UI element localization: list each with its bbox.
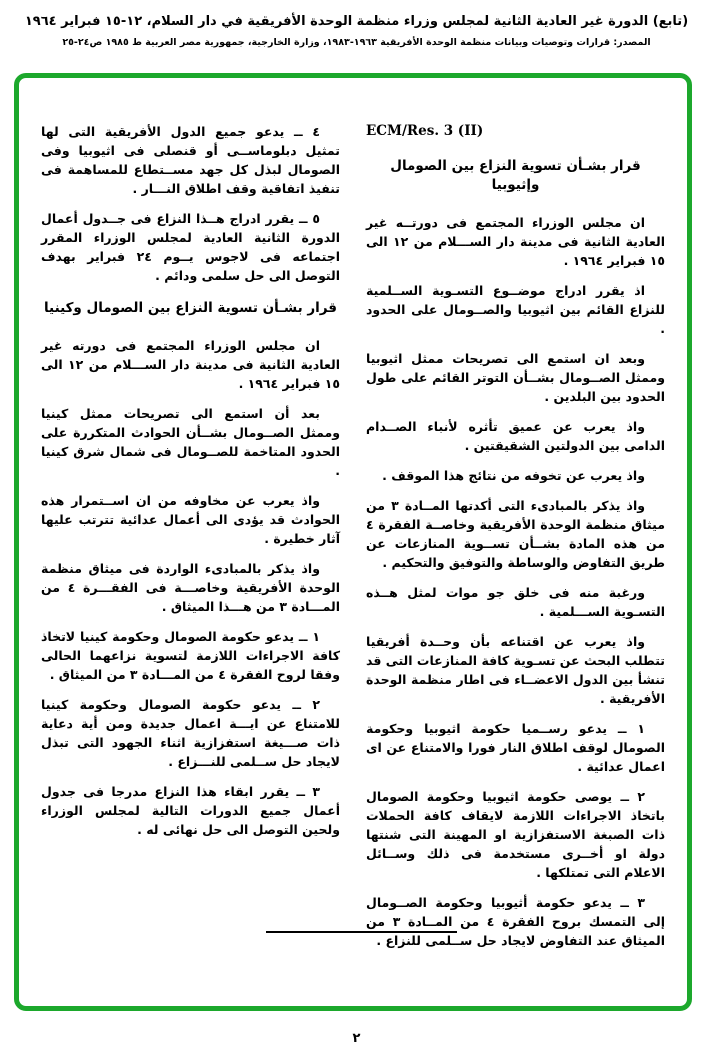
numbered-clause-3: ٣ ــ يقرر ابقاء هذا النزاع مدرجا فى جدول أعمال جميع الدورات التالية لمجلس الوزراء ولحين التوصل الى حل نهائى له .: [41, 784, 340, 837]
paragraph: واذ يذكر بالمبادىء الواردة فى ميثاق منظمة الوحدة الأفريقية وخاصـــة فى الفقـــرة ٤ من المـــادة ٣ من هـــذا الميثاق .: [41, 561, 340, 614]
two-column-content: [19, 78, 687, 1006]
paragraph: ان مجلس الوزراء المجتمع فى دورتــه غير العادية الثانية فى مدينة دار الســـلام من ١٢ الى ١٥ فبراير ١٩٦٤ .: [366, 215, 665, 268]
paragraph: بعد أن استمع الى تصريحات ممثل كينيا وممثل الصــومال بشــأن الحوادث المتكررة على الحدود المتاخمة للصــومال فى شمال شرق كينيا .: [41, 406, 340, 478]
numbered-clause-5: ٥ ــ يقرر ادراج هــذا النزاع فى جــدول أعمال الدورة الثانية العادية لمجلس الوزراء المقرر اجتماعه فى لاجوس يــوم ٢٤ فبراير بهدف التوصل الى حل سلمى ودائم .: [41, 211, 340, 283]
paragraph: واذ يعرب عن اقتناعه بأن وحــدة أفريقيا تتطلب البحث عن تسـوية كافة المنازعات التى قد تنشأ بين الدول الاعضــاء فى اطار منظمة الوحدة الأفريقية .: [366, 634, 665, 706]
resolution-title-somalia-kenya: قرار بشـأن تسوية النزاع بين الصومال وكينيا: [43, 300, 337, 316]
numbered-clause-2: ٢ ــ يدعو حكومة الصومال وحكومة كينيا للامتناع عن ايـــة اعمال جديدة ومن أية دعاية ذات صـــيغة استفزازية اثناء الجهود التى تبذل لايجاد حل ســلمى للنـــزاع .: [41, 697, 340, 769]
numbered-clause-2: ٢ ــ يوصى حكومة اثيوبيا وحكومة الصومال باتخاذ الاجراءات اللازمة لايقاف كافة الحملات ذات الصبغة الاستفزازية او المهينة التى شنتها دولة او أخــرى مستخدمة فى ذلك وســائل الاعلام التى تمتلكها .: [366, 789, 665, 880]
resolution-reference: ECM/Res. 3 (II): [366, 123, 484, 139]
header-source-line: المصدر: قرارات وتوصيات وبيانات منظمة الوحدة الأفريقية ١٩٦٣-١٩٨٣، وزارة الخارجية، جمهورية مصر العربية ط ١٩٨٥ ص٢٤-٢٥: [62, 37, 651, 48]
paragraph: واذ يعرب عن مخاوفه من ان اســتمرار هذه الحوادث قد يؤدى الى أعمال عدائية تترتب عليها آثار خطيرة .: [41, 493, 340, 546]
numbered-clause-1: ١ ــ يدعو رســميا حكومة اثيوبيا وحكومة الصومال لوقف اطلاق النار فورا والامتناع عن اى اعمال عدائية .: [366, 721, 665, 774]
footer-divider-line: [266, 931, 457, 933]
green-border-frame: [14, 73, 692, 1011]
paragraph: واذ يذكر بالمبادىء التى أكدتها المــادة ٣ من ميثاق منظمة الوحدة الأفريقية وخاصــة الفقرة ٤ من هذه المادة بشــأن تســوية المنازعات عن طريق التفاوض والوساطة والتوفيق والتحكيم .: [366, 498, 665, 570]
paragraph: ان مجلس الوزراء المجتمع فى دورته غير العادية الثانية فى مدينة دار الســـلام من ١٢ الى ١٥ فبراير ١٩٦٤ .: [41, 338, 340, 391]
numbered-clause-1: ١ ــ يدعو حكومة الصومال وحكومة كينيا لاتخاذ كافة الاجراءات اللازمة لتسوية نزاعهما الحالى وفقا لروح الفقرة ٤ من المـــادة ٣ من الميثاق .: [41, 629, 340, 682]
paragraph: وبعد ان استمع الى تصريحات ممثل اثيوبيا وممثل الصــومال بشــأن التوتر القائم على طول الحدود بين البلدين .: [366, 351, 665, 404]
numbered-clause-3: ٣ ــ يدعو حكومة أثيوبيا وحكومة الصــومال إلى التمسك بروح الفقرة ٤ من المــادة ٣ من الميثاق عند التفاوض لايجاد حل ســلمى للنزاع .: [366, 895, 665, 948]
header-session-title: (تابع) الدورة غير العادية الثانية لمجلس وزراء منظمة الوحدة الأفريقية في دار السلام، ١٢-١٥ فبراير ١٩٦٤: [24, 14, 689, 29]
resolution-title-somalia-ethiopia: قرار بشـأن تسوية النزاع بين الصومال وإثيوبيا: [390, 158, 641, 193]
page-header: [0, 14, 713, 48]
paragraph: اذ يقرر ادراج موضــوع التسـوية الســلمية للنزاع القائم بين اثيوبيا والصــومال على الحدود .: [366, 283, 665, 336]
paragraph: واذ يعرب عن عميق تأثره لأنباء الصــدام الدامى بين الدولتين الشقيقتين .: [366, 419, 665, 453]
numbered-clause-4: ٤ ــ يدعو جميع الدول الأفريقية التى لها تمثيل دبلوماســى أو قنصلى فى اثيوبيا وفى الصومال لبذل كل جهد مســتطاع للمساهمة فى تنفيذ اتفاقية وقف اطلاق النـــار .: [41, 124, 340, 196]
right-column-resolution-ethiopia: [366, 122, 665, 1006]
page-number: ٢: [352, 1031, 361, 1046]
left-column-resolution-kenya: [41, 122, 340, 1006]
paragraph: ورغبة منه فى خلق جو موات لمثل هــذه التسـوية الســـلمية .: [366, 585, 665, 619]
paragraph: واذ يعرب عن تخوفه من نتائج هذا الموقف .: [382, 468, 645, 483]
